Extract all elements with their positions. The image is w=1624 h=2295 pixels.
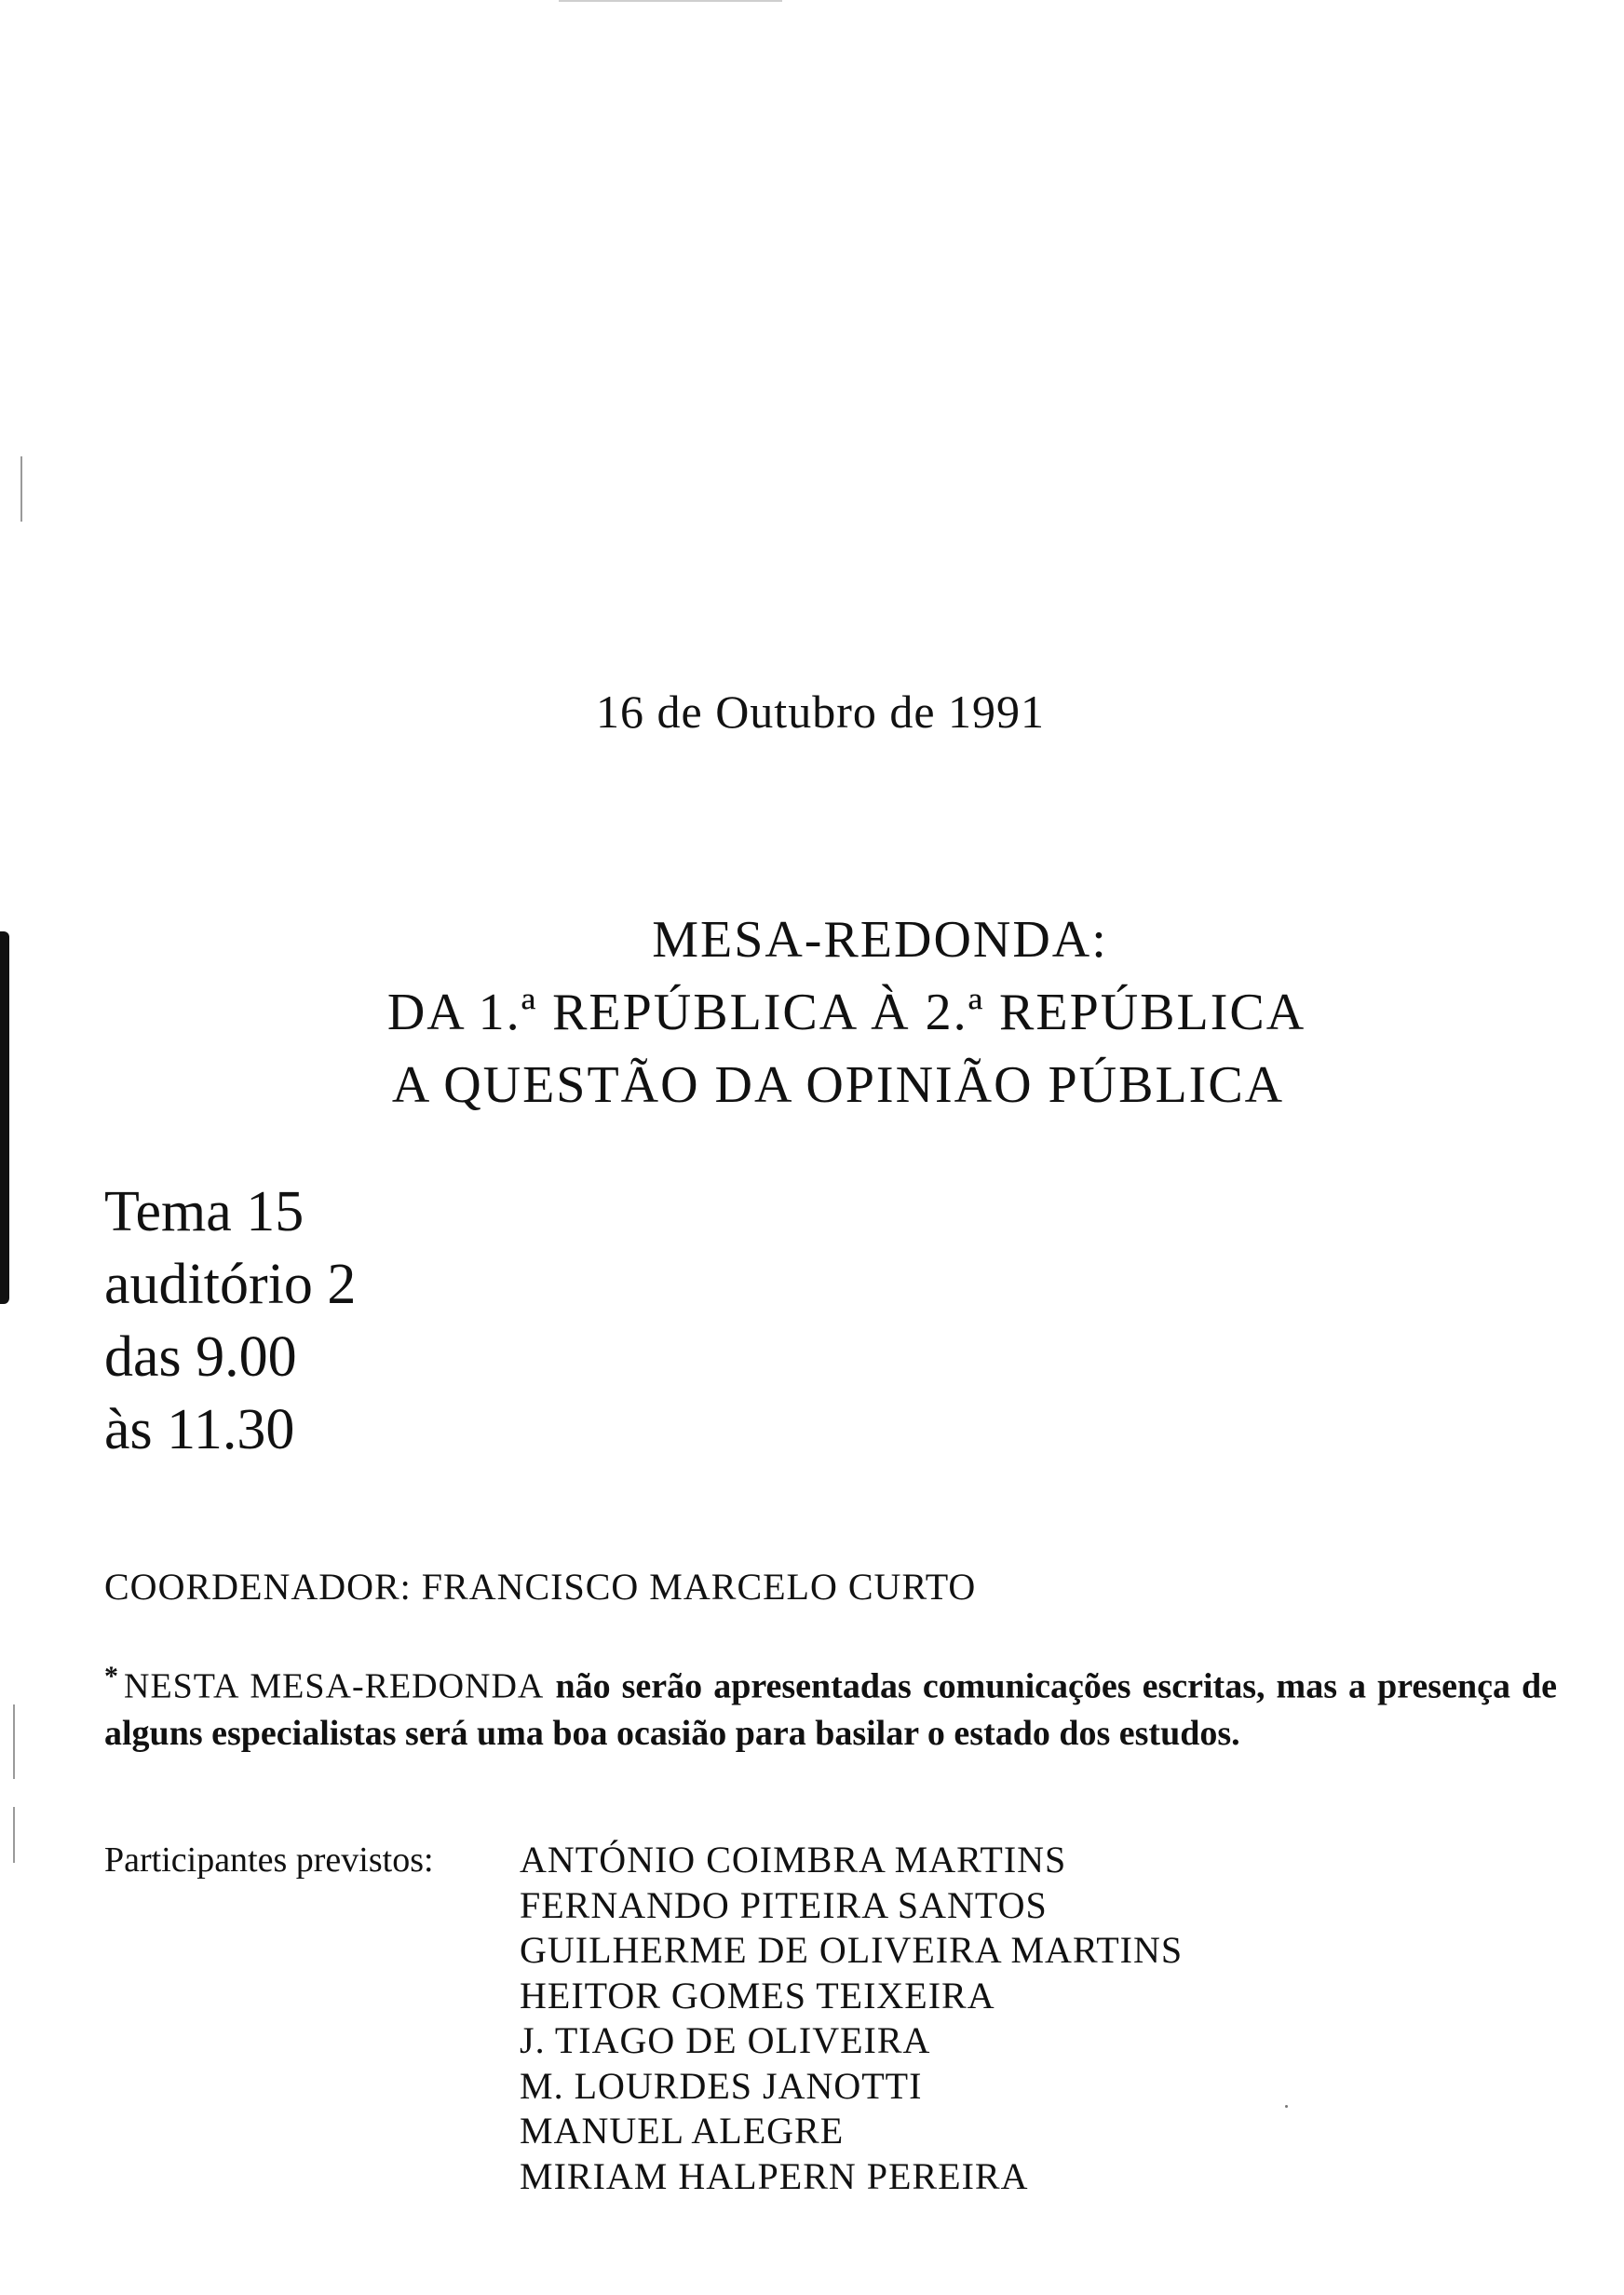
participant-name: GUILHERME DE OLIVEIRA MARTINS [520,1929,1184,1971]
scan-artifact-top [559,0,782,2]
session-info [104,1175,356,1466]
participant-name: MANUEL ALEGRE [520,2110,845,2152]
session-auditorium: auditório 2 [104,1253,357,1316]
coordinator: COORDENADOR: FRANCISCO MARCELO CURTO [104,1566,977,1608]
note-asterisk: * [104,1661,118,1691]
participants-list [520,1838,1183,2199]
session-end-time: às 11.30 [104,1398,295,1461]
note-text: não serão apresentadas comunicações escritas, mas a presença de alguns especialistas será uma boa ocasião para basilar o estado dos estudos. [104,1666,1558,1753]
participants-label: Participantes previstos: [104,1840,434,1880]
scan-artifact-line [20,456,22,522]
participant-name: FERNANDO PITEIRA SANTOS [520,1883,1048,1926]
note-lead: NESTA MESA-REDONDA [124,1666,545,1706]
title-line-1: MESA-REDONDA: [652,911,1108,969]
event-date: 16 de Outubro de 1991 [596,686,1046,738]
scan-artifact-line [13,1807,15,1863]
scan-artifact-left-edge [0,931,9,1304]
participant-name: M. LOURDES JANOTTI [520,2064,923,2107]
participant-name: ANTÓNIO COIMBRA MARTINS [520,1839,1067,1881]
participant-name: MIRIAM HALPERN PEREIRA [520,2154,1029,2197]
participant-name: J. TIAGO DE OLIVEIRA [520,2019,931,2061]
session-theme: Tema 15 [104,1180,304,1243]
session-start-time: das 9.00 [104,1325,297,1389]
scan-artifact-line [13,1704,15,1779]
title-line-3: A QUESTÃO DA OPINIÃO PÚBLICA [391,1056,1285,1114]
roundtable-title [279,903,1397,1121]
scan-speck [1285,2105,1288,2108]
participant-name: HEITOR GOMES TEIXEIRA [520,1974,995,2017]
roundtable-note [104,1653,1557,1757]
title-line-2: DA 1.ª REPÚBLICA À 2.ª REPÚBLICA [386,984,1306,1041]
